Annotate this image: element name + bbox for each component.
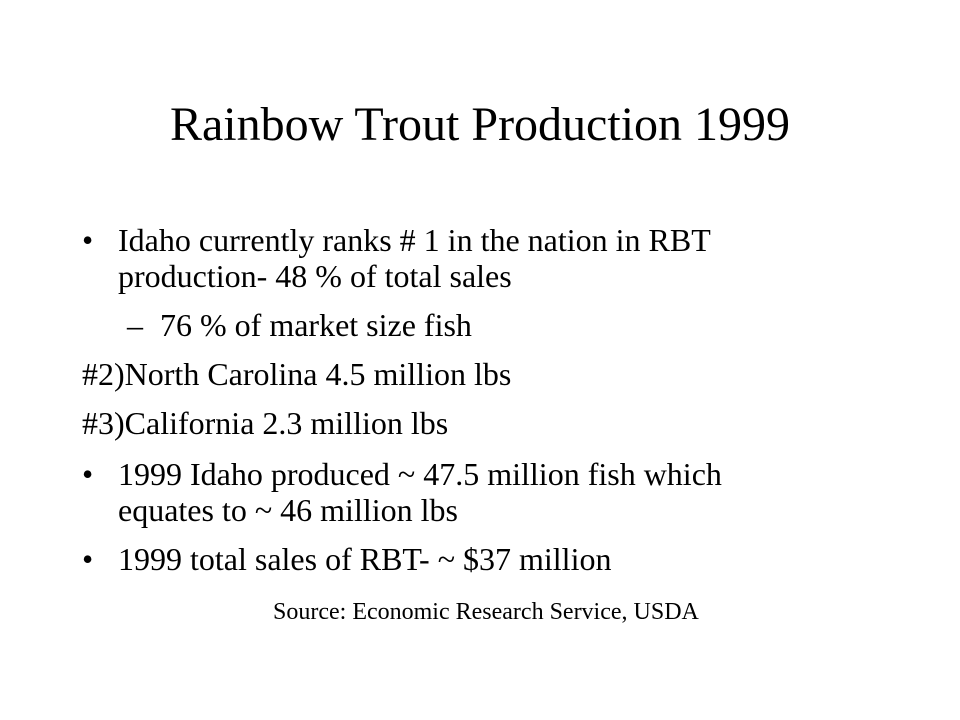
source-citation: Source: Economic Research Service, USDA	[273, 599, 699, 625]
slide-title: Rainbow Trout Production 1999	[169, 98, 791, 151]
rank-3-line: #3)California 2.3 million lbs	[82, 405, 449, 441]
bullet-2-line-2: equates to ~ 46 million lbs	[118, 492, 458, 528]
bullet-1-line-1: Idaho currently ranks # 1 in the nation in RBT	[118, 222, 711, 258]
bullet-marker: •	[82, 541, 94, 577]
rank-2-line: #2)North Carolina 4.5 million lbs	[82, 356, 512, 392]
sub-item-dash: –	[127, 307, 143, 343]
bullet-1-line-2: production- 48 % of total sales	[118, 258, 512, 294]
bullet-2-line-1: 1999 Idaho produced ~ 47.5 million fish which	[118, 456, 722, 492]
bullet-marker: •	[82, 456, 94, 492]
sub-item-text: 76 % of market size fish	[160, 307, 472, 343]
bullet-3-line: 1999 total sales of RBT- ~ $37 million	[118, 541, 612, 577]
bullet-marker: •	[82, 222, 94, 258]
